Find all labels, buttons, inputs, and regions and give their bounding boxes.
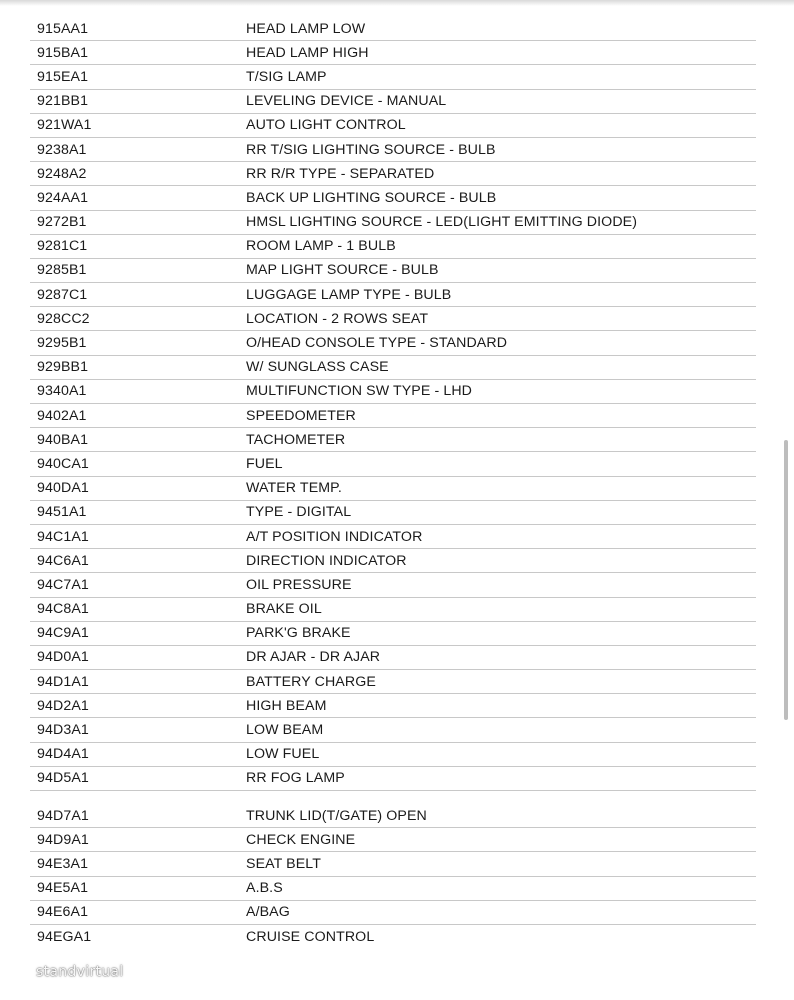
option-description: A/BAG — [246, 904, 290, 921]
option-description: LUGGAGE LAMP TYPE - BULB — [246, 286, 452, 303]
option-description: WATER TEMP. — [246, 480, 342, 497]
option-description: SEAT BELT — [246, 855, 322, 872]
option-code: 94C6A1 — [37, 552, 89, 569]
option-description: A/T POSITION INDICATOR — [246, 528, 423, 545]
option-code: 9287C1 — [37, 286, 88, 303]
option-code: 94D4A1 — [37, 746, 89, 763]
option-code: 9340A1 — [37, 383, 87, 400]
table-row — [30, 452, 756, 476]
option-code: 921BB1 — [37, 93, 89, 110]
option-description: HMSL LIGHTING SOURCE - LED(LIGHT EMITTING DIODE) — [246, 214, 638, 231]
option-code: 929BB1 — [37, 359, 89, 376]
option-code: 94D0A1 — [37, 649, 89, 666]
option-description: RR R/R TYPE - SEPARATED — [246, 165, 435, 182]
table-row — [30, 501, 756, 525]
option-description: LEVELING DEVICE - MANUAL — [246, 93, 447, 110]
option-code: 94D3A1 — [37, 722, 89, 739]
table-row — [30, 331, 756, 355]
table-row — [30, 90, 756, 114]
table-row — [30, 646, 756, 670]
option-code: 94C8A1 — [37, 601, 89, 618]
option-description: TYPE - DIGITAL — [246, 504, 352, 521]
table-row — [30, 65, 756, 89]
table-row — [30, 804, 756, 828]
option-code: 9238A1 — [37, 141, 87, 158]
option-code: 94E6A1 — [37, 904, 89, 921]
table-row — [30, 211, 756, 235]
option-code: 94D9A1 — [37, 831, 89, 848]
table-row — [30, 114, 756, 138]
table-row — [30, 138, 756, 162]
option-description: SPEEDOMETER — [246, 407, 356, 424]
option-code: 9248A2 — [37, 165, 87, 182]
option-code: 9295B1 — [37, 335, 87, 352]
option-code: 915EA1 — [37, 68, 89, 85]
table-row — [30, 925, 756, 949]
table-row — [30, 828, 756, 852]
table-row — [30, 718, 756, 742]
option-description: TRUNK LID(T/GATE) OPEN — [246, 807, 427, 824]
option-code: 921WA1 — [37, 117, 92, 134]
option-description: DR AJAR - DR AJAR — [246, 649, 381, 666]
table-row — [30, 356, 756, 380]
table-row — [30, 162, 756, 186]
option-description: HEAD LAMP HIGH — [246, 44, 369, 61]
option-code: 94EGA1 — [37, 929, 92, 946]
option-description: LOCATION - 2 ROWS SEAT — [246, 310, 429, 327]
option-code: 94C9A1 — [37, 625, 89, 642]
option-description: BATTERY CHARGE — [246, 673, 376, 690]
table-row — [30, 283, 756, 307]
option-code: 9285B1 — [37, 262, 87, 279]
option-description: HEAD LAMP LOW — [246, 20, 366, 37]
table-row — [30, 235, 756, 259]
option-description: AUTO LIGHT CONTROL — [246, 117, 406, 134]
option-code: 9451A1 — [37, 504, 87, 521]
option-description: CHECK ENGINE — [246, 831, 356, 848]
option-code: 94D2A1 — [37, 697, 89, 714]
table-row — [30, 622, 756, 646]
option-code: 9272B1 — [37, 214, 87, 231]
option-description: TACHOMETER — [246, 431, 346, 448]
option-code: 94C7A1 — [37, 576, 89, 593]
table-row — [30, 852, 756, 876]
option-description: HIGH BEAM — [246, 697, 327, 714]
option-code: 94E3A1 — [37, 855, 89, 872]
vertical-scrollbar[interactable] — [784, 440, 788, 720]
option-code: 924AA1 — [37, 189, 89, 206]
option-description: DIRECTION INDICATOR — [246, 552, 407, 569]
table-row — [30, 525, 756, 549]
top-edge-shadow — [0, 0, 794, 6]
table-row — [30, 743, 756, 767]
table-row — [30, 380, 756, 404]
table-row — [30, 877, 756, 901]
option-code: 94D5A1 — [37, 770, 89, 787]
table-row — [30, 549, 756, 573]
option-description: BACK UP LIGHTING SOURCE - BULB — [246, 189, 497, 206]
table-row — [30, 307, 756, 331]
option-code: 940BA1 — [37, 431, 89, 448]
table-row — [30, 428, 756, 452]
option-description: LOW BEAM — [246, 722, 324, 739]
option-description: BRAKE OIL — [246, 601, 322, 618]
option-code: 915BA1 — [37, 44, 89, 61]
option-code: 94C1A1 — [37, 528, 89, 545]
option-code: 940DA1 — [37, 480, 89, 497]
option-description: MAP LIGHT SOURCE - BULB — [246, 262, 439, 279]
table-row — [30, 573, 756, 597]
option-description: FUEL — [246, 455, 283, 472]
table-row — [30, 670, 756, 694]
option-description: ROOM LAMP - 1 BULB — [246, 238, 396, 255]
option-description: T/SIG LAMP — [246, 68, 327, 85]
option-description: MULTIFUNCTION SW TYPE - LHD — [246, 383, 473, 400]
option-description: O/HEAD CONSOLE TYPE - STANDARD — [246, 335, 508, 352]
option-code: 94D1A1 — [37, 673, 89, 690]
option-description: LOW FUEL — [246, 746, 320, 763]
table-row — [30, 598, 756, 622]
option-code: 94E5A1 — [37, 880, 89, 897]
table-row — [30, 259, 756, 283]
watermark-logo: standvirtual — [36, 964, 124, 980]
option-description: OIL PRESSURE — [246, 576, 352, 593]
option-code: 94D7A1 — [37, 807, 89, 824]
option-code: 9281C1 — [37, 238, 88, 255]
option-code-table — [30, 17, 756, 949]
option-description: RR T/SIG LIGHTING SOURCE - BULB — [246, 141, 496, 158]
table-row — [30, 17, 756, 41]
option-description: PARK'G BRAKE — [246, 625, 351, 642]
option-code: 940CA1 — [37, 455, 89, 472]
option-code: 928CC2 — [37, 310, 90, 327]
table-row — [30, 186, 756, 210]
table-row — [30, 694, 756, 718]
table-row — [30, 477, 756, 501]
option-description: A.B.S — [246, 880, 283, 897]
option-code: 915AA1 — [37, 20, 89, 37]
table-row — [30, 41, 756, 65]
option-code: 9402A1 — [37, 407, 87, 424]
table-row — [30, 767, 756, 791]
option-description: CRUISE CONTROL — [246, 929, 375, 946]
option-description: W/ SUNGLASS CASE — [246, 359, 389, 376]
option-description: RR FOG LAMP — [246, 770, 345, 787]
table-row — [30, 901, 756, 925]
table-row — [30, 404, 756, 428]
